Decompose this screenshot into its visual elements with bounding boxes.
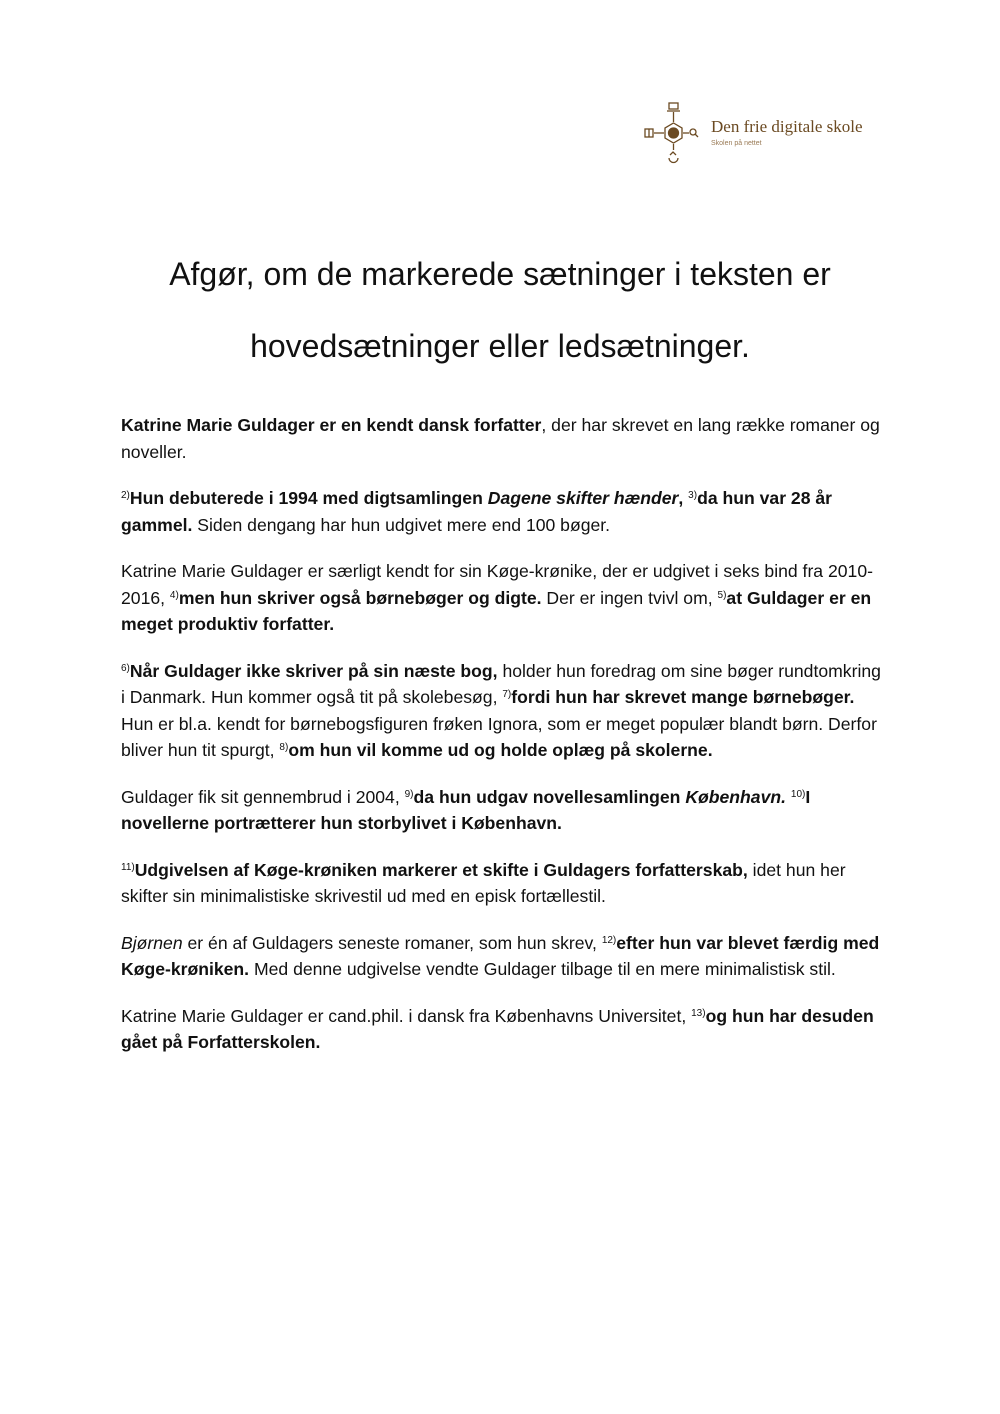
clause-number: 11) xyxy=(121,861,135,873)
plain-text: Der er ingen tvivl om, xyxy=(541,587,718,608)
plain-text: holder hun foredrag om sine bøger rundtomkring i Danmark. Hun kommer også tit på skolebesøg, xyxy=(121,660,881,707)
exercise-text xyxy=(121,412,881,1076)
plain-text: er én af Guldagers seneste romaner, som hun skrev, xyxy=(182,932,602,953)
clause-number: 9) xyxy=(404,788,414,800)
plain-text: idet hun her skifter sin minimalistiske skrivestil ud med en episk fortællestil. xyxy=(121,859,846,906)
marked-clause-3: da hun var 28 år gammel. xyxy=(121,488,833,535)
clause-number: 5) xyxy=(717,589,727,601)
paragraph-1 xyxy=(121,412,881,465)
marked-clause-12: efter hun var blevet færdig med Køge-krøniken. xyxy=(121,932,880,979)
plain-text: Siden dengang har hun udgivet mere end 100 bøger. xyxy=(192,514,611,535)
school-emblem-icon xyxy=(640,100,710,170)
marked-clause-9: da hun udgav novellesamlingen København. xyxy=(413,786,786,807)
marked-clause-1: Katrine Marie Guldager er en kendt dansk forfatter xyxy=(121,415,542,435)
page-title xyxy=(0,238,1000,382)
plain-text: Guldager fik sit gennembrud i 2004, xyxy=(121,786,405,807)
marked-clause-6: Når Guldager ikke skriver på sin næste bog, xyxy=(129,660,498,681)
clause-number: 8) xyxy=(279,742,289,753)
paragraph-6 xyxy=(121,857,881,910)
marked-clause-7: fordi hun har skrevet mange børnebøger. xyxy=(511,687,855,707)
marked-clause-5: at Guldager er en meget produktiv forfatter. xyxy=(121,587,872,634)
paragraph-3 xyxy=(121,558,881,638)
marked-clause-8: om hun vil komme ud og holde oplæg på skolerne. xyxy=(288,740,713,760)
book-title: Dagene skifter hænder xyxy=(487,488,679,508)
book-title: Bjørnen xyxy=(121,932,183,953)
title-line-2: hovedsætninger eller ledsætninger. xyxy=(250,328,750,364)
clause-number: 7) xyxy=(502,689,512,700)
plain-text: Med denne udgivelse vendte Guldager tilbage til en mere minimalistisk stil. xyxy=(249,959,836,979)
marked-clause-2: Hun debuterede i 1994 med digtsamlingen Dagene skifter hænder, xyxy=(129,488,684,508)
marked-clause-13: og hun har desuden gået på Forfatterskolen. xyxy=(121,1005,874,1052)
paragraph-4 xyxy=(121,658,881,764)
clause-number: 13) xyxy=(691,1007,706,1019)
logo xyxy=(640,100,880,170)
plain-text: , der har skrevet en lang række romaner og noveller. xyxy=(121,415,880,462)
clause-number: 6) xyxy=(121,662,130,674)
clause-number: 10) xyxy=(790,788,806,800)
plain-text: Katrine Marie Guldager er cand.phil. i dansk fra Københavns Universitet, xyxy=(121,1005,692,1026)
paragraph-2 xyxy=(121,485,881,538)
paragraph-7 xyxy=(121,930,881,983)
marked-clause-4: men hun skriver også børnebøger og digte. xyxy=(178,587,542,608)
logo-name: Den frie digitale skole xyxy=(711,117,863,136)
clause-number: 2) xyxy=(121,490,130,501)
clause-number: 4) xyxy=(169,589,179,601)
marked-clause-11: Udgivelsen af Køge-krøniken markerer et skifte i Guldagers forfatterskab, xyxy=(134,859,748,880)
book-title: København. xyxy=(685,786,786,807)
title-line-1: Afgør, om de markerede sætninger i teksten er xyxy=(169,256,831,292)
clause-number: 3) xyxy=(688,490,698,501)
plain-text: Katrine Marie Guldager er særligt kendt for sin Køge-krønike, der er udgivet i seks bind fra 2010-2016, xyxy=(121,561,873,608)
plain-text: Hun er bl.a. kendt for børnebogsfiguren frøken Ignora, som er meget populær blandt børn. Derfor bliver hun tit spurgt, xyxy=(121,713,877,760)
paragraph-5 xyxy=(121,784,881,837)
logo-tagline: Skolen på nettet xyxy=(711,140,762,147)
clause-number: 12) xyxy=(601,934,617,946)
marked-clause-10: I novellerne portrætterer hun storbylivet i København. xyxy=(121,786,811,833)
paragraph-8 xyxy=(121,1003,881,1056)
